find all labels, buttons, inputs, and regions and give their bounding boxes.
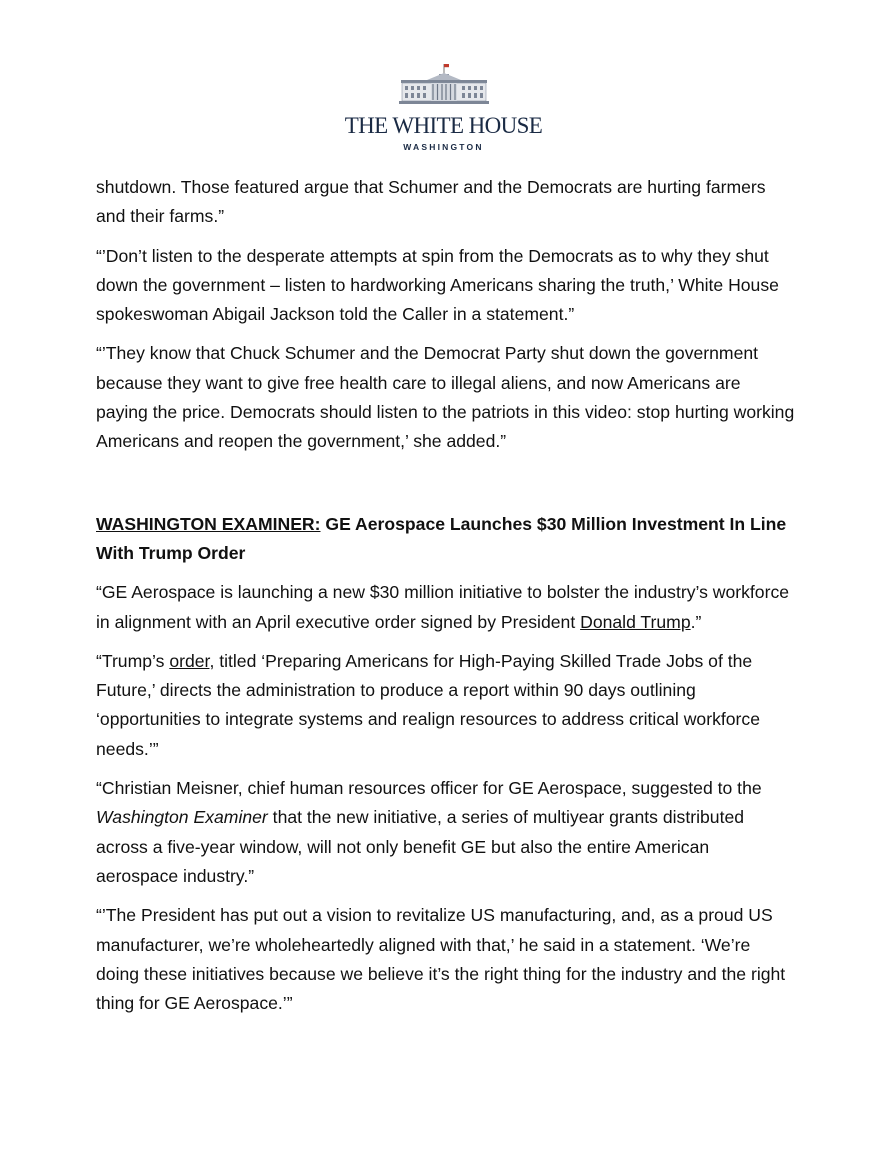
article-title: GE Aerospace Launches $30 Million Investment In Line With Trump Order	[96, 513, 787, 563]
article-source-link[interactable]: WASHINGTON EXAMINER:	[96, 513, 321, 534]
paragraph: “’Don’t listen to the desperate attempts at spin from the Democrats as to why they shut down the government – listen to hardworking Americans sharing the truth,’ White House spokeswoman Abigail Jackson told the Caller in a statement.”	[96, 245, 779, 325]
white-house-building-icon	[399, 62, 489, 106]
publication-name: Washington Examiner	[96, 807, 268, 828]
article-headline	[96, 510, 796, 569]
letterhead	[0, 62, 887, 152]
donald-trump-link[interactable]: Donald Trump	[580, 611, 691, 632]
document-body	[96, 173, 796, 1028]
paragraph: shutdown. Those featured argue that Schumer and the Democrats are hurting farmers and their farms.”	[96, 177, 766, 227]
letterhead-title: THE WHITE HOUSE	[344, 113, 543, 138]
letterhead-subtitle: WASHINGTON	[403, 142, 484, 152]
paragraph: “Christian Meisner, chief human resources officer for GE Aerospace, suggested to the Washington Examiner that the new initiative, a series of multiyear grants distributed across a five-year window, will not only benefit GE but also the entire American aerospace industry.”	[96, 778, 762, 886]
paragraph: “’The President has put out a vision to revitalize US manufacturing, and, as a proud US manufacturer, we’re wholeheartedly aligned with that,’ he said in a statement. ‘We’re doing these initiatives because we believe it’s the right thing for the industry and the right thing for GE Aerospace.’”	[96, 905, 786, 1014]
paragraph: “GE Aerospace is launching a new $30 million initiative to bolster the industry’s workforce in alignment with an April executive order signed by President Donald Trump.”	[96, 582, 790, 632]
paragraph: “Trump’s order, titled ‘Preparing Americans for High-Paying Skilled Trade Jobs of the Future,’ directs the administration to produce a report within 90 days outlining ‘opportunities to integrate systems and realign resources to address critical workforce needs.’”	[96, 650, 760, 759]
order-link[interactable]: order	[169, 650, 210, 671]
paragraph: “’They know that Chuck Schumer and the Democrat Party shut down the government because they want to give free health care to illegal aliens, and now Americans are paying the price. Democrats should listen to the patriots in this video: stop hurting working Americans and reopen the government,’ she added.”	[96, 343, 795, 452]
